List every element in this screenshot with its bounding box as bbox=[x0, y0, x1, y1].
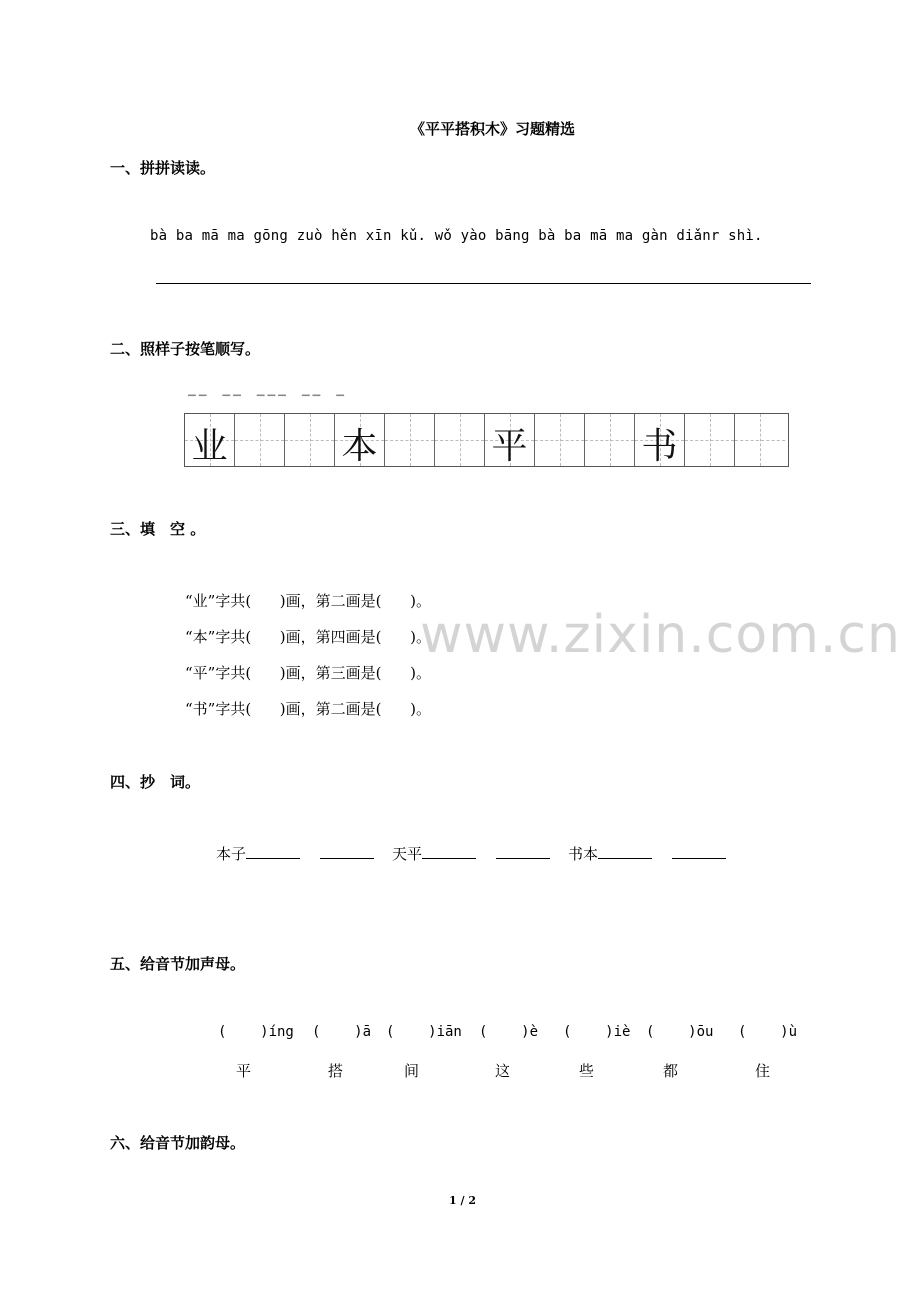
section-4-heading: 四、抄 词。 bbox=[110, 773, 201, 791]
section-6-heading: 六、给音节加韵母。 bbox=[110, 1134, 246, 1152]
grid-cell[interactable] bbox=[235, 414, 285, 466]
grid-cell[interactable] bbox=[435, 414, 485, 466]
section-3-heading: 三、填 空 。 bbox=[110, 520, 206, 538]
syllable-blank: ( )iān bbox=[386, 1024, 462, 1040]
section-2-heading: 二、照样子按笔顺写。 bbox=[110, 340, 261, 358]
page-number: 1 / 2 bbox=[449, 1194, 476, 1207]
syllable-blank: ( )íng bbox=[218, 1024, 294, 1040]
example-char: 业 bbox=[191, 426, 228, 467]
grid-cell[interactable] bbox=[535, 414, 585, 466]
grid-cell[interactable] bbox=[285, 414, 335, 466]
fill-blank-line: “业”字共( )画，第二画是( )。 bbox=[185, 592, 431, 610]
copy-blank[interactable] bbox=[246, 844, 300, 859]
syllable-hanzi: 都 bbox=[663, 1062, 679, 1080]
syllable-hanzi: 些 bbox=[579, 1062, 595, 1080]
example-char: 书 bbox=[641, 426, 678, 467]
copy-blank[interactable] bbox=[496, 844, 550, 859]
fill-blank-line: “本”字共( )画，第四画是( )。 bbox=[185, 628, 431, 646]
grid-cell[interactable] bbox=[585, 414, 635, 466]
document-title: 《平平搭积木》习题精选 bbox=[409, 120, 575, 138]
syllable-hanzi: 间 bbox=[404, 1062, 420, 1080]
example-char: 平 bbox=[491, 426, 528, 467]
grid-cell[interactable] bbox=[735, 414, 785, 466]
grid-cell bbox=[485, 414, 535, 466]
copy-blank[interactable] bbox=[672, 844, 726, 859]
faded-cropped-text: ▔▔ ▔▔ ▔▔▔ ▔▔ ▔ bbox=[188, 396, 347, 407]
copy-blank[interactable] bbox=[598, 844, 652, 859]
syllable-hanzi: 搭 bbox=[328, 1062, 344, 1080]
watermark: www.zixin.com.cn bbox=[420, 605, 901, 665]
example-char: 本 bbox=[341, 426, 378, 467]
pinyin-sentence: bà ba mā ma gōng zuò hěn xīn kǔ. wǒ yào bāng bà ba mā ma gàn diǎnr shì. bbox=[150, 228, 763, 244]
syllable-hanzi: 这 bbox=[495, 1062, 511, 1080]
syllable-blank: ( )iè bbox=[563, 1024, 631, 1040]
grid-cell bbox=[185, 414, 235, 466]
copy-words-row bbox=[216, 843, 726, 864]
syllable-blank: ( )è bbox=[479, 1024, 539, 1040]
syllable-hanzi: 住 bbox=[755, 1062, 771, 1080]
copy-word: 本子 bbox=[216, 845, 247, 863]
grid-cell bbox=[335, 414, 385, 466]
syllable-blank: ( )ā bbox=[312, 1024, 372, 1040]
copy-word: 书本 bbox=[568, 845, 599, 863]
copy-word: 天平 bbox=[392, 845, 423, 863]
section-5-heading: 五、给音节加声母。 bbox=[110, 955, 246, 973]
section-1-heading: 一、拼拼读读。 bbox=[110, 159, 216, 177]
copy-blank[interactable] bbox=[320, 844, 374, 859]
grid-cell[interactable] bbox=[685, 414, 735, 466]
fill-blank-line: “平”字共( )画，第三画是( )。 bbox=[185, 664, 431, 682]
syllable-blank: ( )ōu bbox=[646, 1024, 714, 1040]
syllable-blank: ( )ù bbox=[738, 1024, 798, 1040]
syllable-hanzi: 平 bbox=[236, 1062, 252, 1080]
grid-cell[interactable] bbox=[385, 414, 435, 466]
fill-blank-line: “书”字共( )画，第二画是( )。 bbox=[185, 700, 431, 718]
copybook-grid bbox=[184, 413, 789, 467]
answer-line bbox=[156, 283, 811, 284]
grid-cell bbox=[635, 414, 685, 466]
copy-blank[interactable] bbox=[422, 844, 476, 859]
